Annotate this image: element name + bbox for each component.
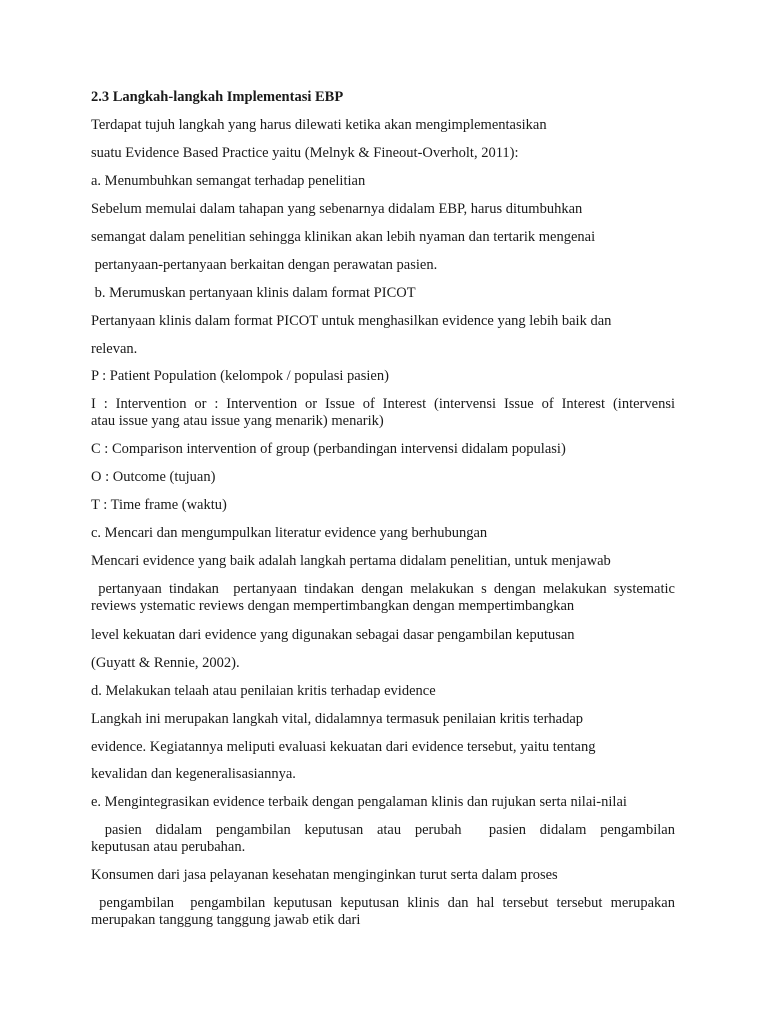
citation-line: (Guyatt & Rennie, 2002).: [91, 655, 240, 671]
picot-t: T : Time frame (waktu): [91, 497, 227, 513]
paragraph-line: merupakan tanggung tanggung jawab etik dari: [91, 912, 361, 928]
step-heading-a: a. Menumbuhkan semangat terhadap penelitian: [91, 173, 366, 189]
paragraph-line: Konsumen dari jasa pelayanan kesehatan menginginkan turut serta dalam proses: [91, 867, 558, 883]
picot-i-line-2: atau issue yang atau issue yang menarik) menarik): [91, 413, 384, 429]
paragraph-line: pengambilan pengambilan keputusan keputusan klinis dan hal tersebut tersebut merupakan: [91, 895, 675, 911]
paragraph-line: pasien didalam pengambilan keputusan atau perubah pasien didalam pengambilan: [91, 822, 675, 838]
step-heading-d: d. Melakukan telaah atau penilaian kritis terhadap evidence: [91, 683, 436, 699]
paragraph-line: Terdapat tujuh langkah yang harus dilewati ketika akan mengimplementasikan: [91, 117, 547, 133]
paragraph-line: evidence. Kegiatannya meliputi evaluasi kekuatan dari evidence tersebut, yaitu tentang: [91, 739, 596, 755]
paragraph-line: Pertanyaan klinis dalam format PICOT untuk menghasilkan evidence yang lebih baik dan: [91, 313, 612, 329]
paragraph-line: semangat dalam penelitian sehingga klinikan akan lebih nyaman dan tertarik mengenai: [91, 229, 596, 245]
paragraph-line: relevan.: [91, 341, 138, 357]
paragraph-line: pertanyaan tindakan pertanyaan tindakan dengan melakukan s dengan melakukan systematic: [91, 581, 675, 597]
paragraph-line: kevalidan dan kegeneralisasiannya.: [91, 766, 296, 782]
paragraph-line: suatu Evidence Based Practice yaitu (Melnyk & Fineout-Overholt, 2011):: [91, 145, 519, 161]
paragraph-line: Mencari evidence yang baik adalah langkah pertama didalam penelitian, untuk menjawab: [91, 553, 611, 569]
step-heading-b: b. Merumuskan pertanyaan klinis dalam format PICOT: [91, 285, 416, 301]
picot-i-line-1: I : Intervention or : Intervention or Issue of Interest (intervensi Issue of Interest (intervensi: [91, 396, 675, 412]
paragraph-line: reviews ystematic reviews dengan mempertimbangkan dengan mempertimbangkan: [91, 598, 575, 614]
picot-o: O : Outcome (tujuan): [91, 469, 216, 485]
paragraph-line: pertanyaan-pertanyaan berkaitan dengan perawatan pasien.: [91, 257, 438, 273]
paragraph-line: Sebelum memulai dalam tahapan yang sebenarnya didalam EBP, harus ditumbuhkan: [91, 201, 583, 217]
section-heading: 2.3 Langkah-langkah Implementasi EBP: [91, 89, 344, 105]
paragraph-line: Langkah ini merupakan langkah vital, didalamnya termasuk penilaian kritis terhadap: [91, 711, 584, 727]
paragraph-line: level kekuatan dari evidence yang digunakan sebagai dasar pengambilan keputusan: [91, 627, 575, 643]
picot-c: C : Comparison intervention of group (perbandingan intervensi didalam populasi): [91, 441, 566, 457]
step-heading-c: c. Mencari dan mengumpulkan literatur evidence yang berhubungan: [91, 525, 488, 541]
step-heading-e: e. Mengintegrasikan evidence terbaik dengan pengalaman klinis dan rujukan serta nilai-nilai: [91, 794, 627, 810]
picot-p: P : Patient Population (kelompok / populasi pasien): [91, 368, 389, 384]
paragraph-line: keputusan atau perubahan.: [91, 839, 246, 855]
